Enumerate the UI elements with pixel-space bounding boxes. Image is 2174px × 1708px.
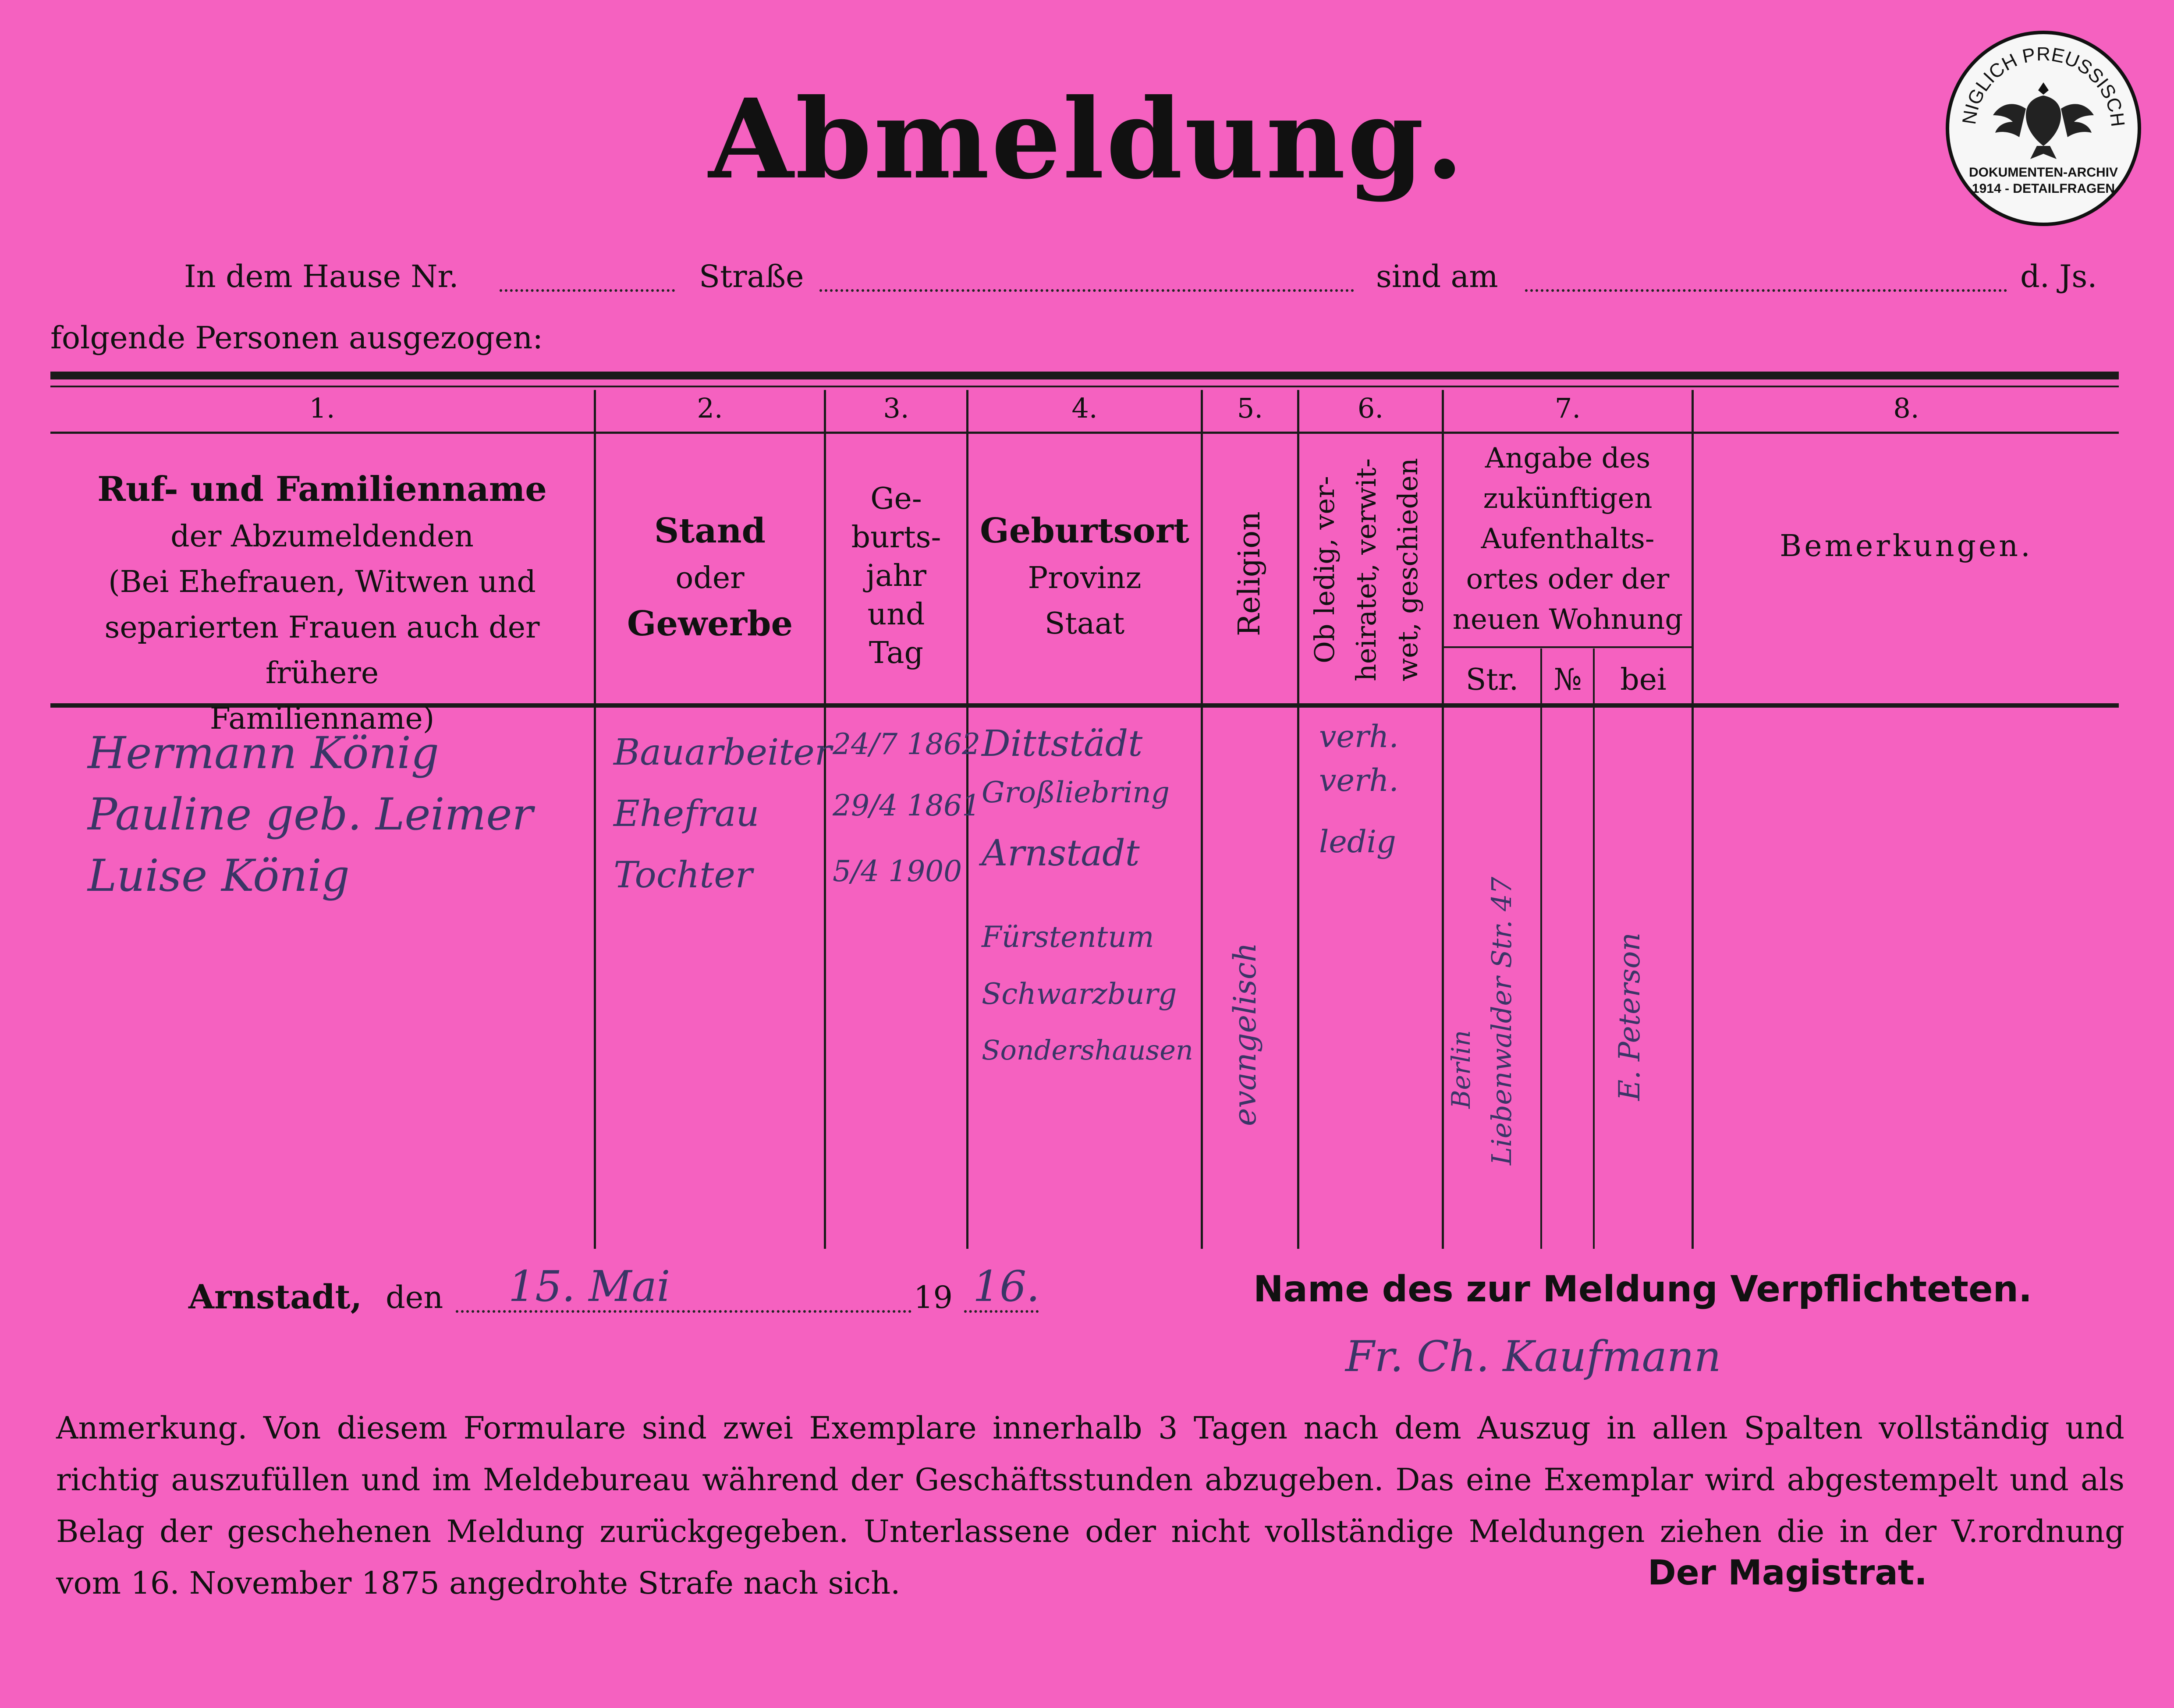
- top-heavy-rule: [50, 372, 2119, 379]
- col3-line4: und: [867, 597, 925, 632]
- entry-stand-2: Ehefrau: [614, 793, 759, 835]
- entry-address-bei: E. Peterson: [1613, 932, 1646, 1101]
- col7-line2: zukünftigen: [1483, 482, 1653, 515]
- entry-address-city: Berlin: [1446, 1030, 1476, 1109]
- entry-place-6: Sondershausen: [982, 1034, 1193, 1066]
- entry-status-1: verh.: [1319, 719, 1399, 755]
- col7-sub-street: Str.: [1465, 663, 1519, 697]
- entry-status-3: ledig: [1319, 824, 1396, 860]
- col3-line1: Ge-: [870, 482, 922, 516]
- col2-line2: oder: [675, 561, 745, 595]
- entry-date-2: 29/4 1861: [833, 789, 981, 822]
- entry-date-3: 5/4 1900: [833, 854, 962, 888]
- col7-sub-number: №: [1553, 663, 1582, 697]
- col4-line3: Staat: [1044, 606, 1125, 641]
- footer-year-handwritten[interactable]: 16.: [973, 1262, 1040, 1311]
- intro-date-label: sind am: [1376, 259, 1498, 294]
- obligated-label: Name des zur Meldung Verpflichteten.: [1253, 1269, 2032, 1310]
- col6-line2: heiratet, verwit-: [1350, 458, 1382, 681]
- entry-place-5: Schwarzburg: [982, 977, 1177, 1011]
- seal-bottom-line2: 1914 - DETAILFRAGEN: [1972, 181, 2115, 196]
- col1-line4: separierten Frauen auch der frühere: [104, 610, 540, 691]
- entry-stand-3: Tochter: [614, 854, 753, 896]
- issuer: Der Magistrat.: [1648, 1553, 1927, 1593]
- col6-line3: wet, geschieden: [1392, 458, 1424, 681]
- entry-religion: evangelisch: [1227, 942, 1263, 1126]
- col5-header: Religion: [1232, 511, 1267, 637]
- header-rule: [50, 432, 2119, 434]
- col4-line2: Provinz: [1028, 561, 1142, 595]
- footnote: Anmerkung. Von diesem Formulare sind zwei Exemplare innerhalb 3 Tagen nach dem Auszug in allen Spalten vollständig und richtig auszufüllen und im Meldebureau während der Geschäftsstunden abzugeben. Das eine Exemplar wird abgestempelt und als Belag der geschehenen Meldung zurückgegeben. Unterlassene oder nicht vollständige Meldungen ziehen die in der V.rordnung vom 16. November 1875 angedrohte Strafe nach sich.: [56, 1410, 2124, 1601]
- intro-street-label: Straße: [699, 259, 804, 294]
- col1-line3: (Bei Ehefrauen, Witwen und: [108, 565, 536, 599]
- col4-header: [968, 508, 1201, 647]
- seal-graphic: [1949, 34, 2138, 223]
- col-number-2: 2.: [697, 392, 723, 424]
- col2-line3: Gewerbe: [627, 604, 793, 644]
- footer-year-line: [964, 1310, 1039, 1313]
- seal-top-text: NIGLICH PREUSSISCH: [1958, 43, 2129, 128]
- entry-place-4: Fürstentum: [982, 920, 1154, 954]
- col7-line3: Aufenthalts-: [1481, 523, 1655, 555]
- col-number-6: 6.: [1357, 392, 1384, 424]
- col3-header: [826, 480, 966, 673]
- col-divider-7: [1692, 390, 1694, 1249]
- col3-line5: Tag: [869, 636, 924, 670]
- col3-line3: jahr: [866, 559, 926, 593]
- entry-name-2: Pauline geb. Leimer: [88, 789, 533, 840]
- footer-date-handwritten[interactable]: 15. Mai: [508, 1262, 670, 1311]
- signature: Fr. Ch. Kaufmann: [1345, 1332, 1721, 1381]
- col8-header: Bemerkungen.: [1780, 529, 2033, 563]
- col7-sub-divider-1: [1540, 648, 1542, 1249]
- entry-stand-1: Bauarbeiter: [614, 732, 832, 773]
- street-field[interactable]: [819, 289, 1354, 292]
- entry-place-3: Arnstadt: [982, 833, 1140, 874]
- col7-line1: Angabe des: [1485, 442, 1651, 475]
- col1-title: Ruf- und Familienname: [97, 469, 547, 509]
- col-number-4: 4.: [1071, 392, 1098, 424]
- col2-title: Stand: [654, 511, 766, 551]
- col6-header: [1304, 447, 1435, 692]
- archive-seal: [1946, 31, 2141, 226]
- col7-line5: neuen Wohnung: [1452, 603, 1683, 636]
- entry-address-street: Liebenwalder Str. 47: [1486, 876, 1518, 1166]
- col-number-3: 3.: [883, 392, 909, 424]
- footer-year-printed: 19: [914, 1279, 953, 1315]
- entry-place-2: Großliebring: [982, 776, 1170, 809]
- entry-place-1: Dittstädt: [982, 723, 1143, 765]
- footer-den: den: [386, 1279, 443, 1315]
- form-title: Abmeldung.: [708, 74, 1466, 203]
- col7-header: [1444, 438, 1692, 640]
- seal-bottom-line1: DOKUMENTEN-ARCHIV: [1969, 165, 2118, 180]
- col7-sub-divider-2: [1593, 648, 1595, 1249]
- col-number-1: 1.: [309, 392, 335, 424]
- intro-house-label: In dem Hause Nr.: [184, 259, 459, 294]
- top-thin-rule: [50, 386, 2119, 387]
- col4-title: Geburtsort: [980, 511, 1189, 551]
- col6-line1: Ob ledig, ver-: [1309, 476, 1341, 663]
- house-number-field[interactable]: [500, 289, 675, 292]
- col-divider-5: [1297, 390, 1299, 1249]
- col2-header: [596, 508, 824, 648]
- intro-line2: folgende Personen ausgezogen:: [50, 320, 543, 356]
- intro-year-label: d. Js.: [2020, 259, 2097, 294]
- col7-line4: ortes oder der: [1466, 563, 1670, 595]
- col7-sub-bei: bei: [1620, 663, 1667, 697]
- col-divider-4: [1201, 390, 1203, 1249]
- entry-date-1: 24/7 1862: [833, 727, 981, 761]
- entry-name-1: Hermann König: [88, 727, 439, 779]
- col7-sub-rule: [1444, 646, 1692, 648]
- entry-status-2: verh.: [1319, 762, 1399, 798]
- entry-name-3: Luise König: [88, 850, 350, 901]
- date-field[interactable]: [1525, 289, 2007, 292]
- eagle-icon: [1993, 82, 2094, 159]
- col1-line5: Familienname): [209, 702, 435, 736]
- col-number-8: 8.: [1893, 392, 1919, 424]
- col1-header: [50, 467, 594, 742]
- col3-line2: burts-: [851, 520, 941, 555]
- col1-line2: der Abzumeldenden: [170, 519, 474, 554]
- col-number-5: 5.: [1237, 392, 1263, 424]
- col-number-7: 7.: [1554, 392, 1581, 424]
- footer-place: Arnstadt,: [188, 1277, 362, 1316]
